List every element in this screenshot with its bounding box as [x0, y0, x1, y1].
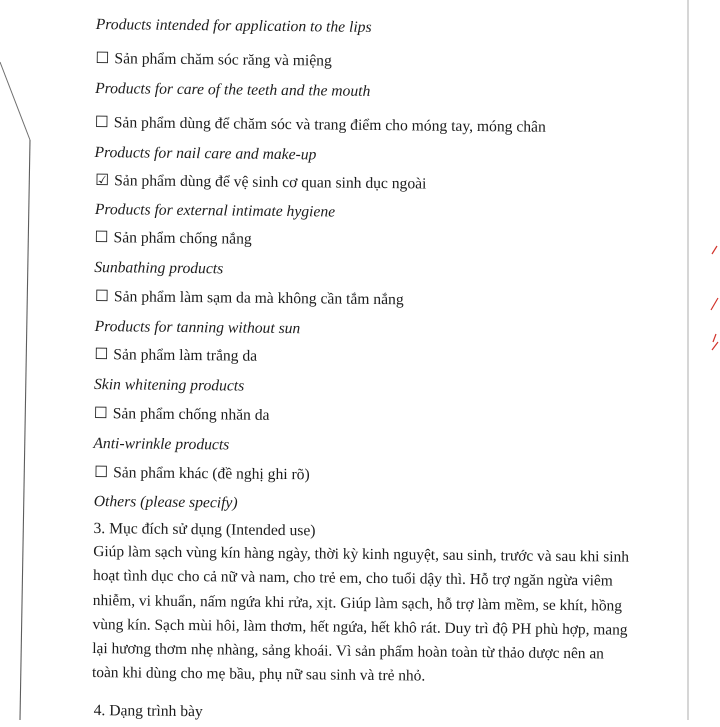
paragraph-line: lại hương thơm nhẹ nhàng, sảng khoái. Vì sản phẩm hoàn toàn từ thảo dược nên an	[92, 640, 604, 663]
section-4-heading: 4. Dạng trình bày	[93, 702, 203, 721]
category-antiwrinkle-en: Anti-wrinkle products	[93, 435, 230, 454]
category-label-vi: Sản phẩm làm trắng da	[113, 346, 258, 365]
paragraph-line: hoạt tình dục cho cả nữ và nam, cho trẻ em, cho tuổi dậy thì. Hỗ trợ ngăn ngừa viêm	[92, 567, 613, 590]
checkbox-icon[interactable]: ☐	[94, 346, 109, 364]
section-3-heading: 3. Mục đích sử dụng (Intended use)	[93, 520, 316, 540]
category-sun-en: Sunbathing products	[94, 259, 224, 278]
category-teeth	[95, 50, 332, 71]
category-others	[94, 464, 310, 485]
intended-use-paragraph	[92, 540, 649, 692]
category-label-vi: Sản phẩm dùng để vệ sinh cơ quan sinh dục ngoài	[114, 172, 427, 193]
lips-products-en: Products intended for application to the lips	[95, 16, 372, 36]
category-whitening	[94, 346, 257, 366]
category-label-vi: Sản phẩm chăm sóc răng và miệng	[114, 50, 332, 70]
category-others-en: Others (please specify)	[93, 493, 238, 512]
checkbox-icon[interactable]: ☐	[95, 50, 110, 68]
category-intimate-en: Products for external intimate hygiene	[94, 201, 336, 221]
red-stamp-edge	[708, 238, 720, 358]
document-page	[91, 8, 692, 721]
category-label-vi: Sản phẩm khác (đề nghị ghi rõ)	[113, 464, 310, 484]
category-sun	[94, 229, 251, 249]
category-tanning	[95, 288, 404, 310]
category-tanning-en: Products for tanning without sun	[94, 318, 301, 338]
checkbox-icon[interactable]: ☐	[94, 114, 109, 132]
category-whitening-en: Skin whitening products	[93, 376, 245, 395]
checked-checkbox-icon[interactable]: ☑	[95, 172, 110, 190]
paragraph-line: Giúp làm sạch vùng kín hàng ngày, thời kỳ kinh nguyệt, sau sinh, trước và sau khi sinh	[93, 543, 630, 566]
checkbox-icon[interactable]: ☐	[94, 464, 109, 482]
paragraph-line: vùng kín. Sạch mùi hôi, làm thơm, hết ngứa, hết khô rát. Duy trì độ PH phù hợp, mang	[92, 615, 628, 639]
paragraph-line: nhiễm, vi khuẩn, nấm ngứa khi rửa, xịt. Giúp làm sạch, hỗ trợ làm mềm, se khít, hồng	[92, 591, 623, 615]
category-label-vi: Sản phẩm làm sạm da mà không cần tắm nắng	[113, 288, 404, 309]
category-label-vi: Sản phẩm chống nhăn da	[112, 405, 270, 424]
category-label-vi: Sản phẩm dùng để chăm sóc và trang điểm cho móng tay, móng chân	[113, 114, 546, 136]
category-teeth-en: Products for care of the teeth and the mouth	[95, 80, 371, 100]
paragraph-line: toàn khi dùng cho mẹ bầu, phụ nữ sau sinh và trẻ nhỏ.	[91, 664, 426, 686]
checkbox-icon[interactable]: ☐	[94, 229, 109, 247]
checkbox-icon[interactable]: ☐	[94, 288, 110, 306]
category-antiwrinkle	[94, 405, 270, 426]
category-nails	[95, 114, 546, 137]
checkbox-icon[interactable]: ☐	[93, 405, 108, 423]
category-label-vi: Sản phẩm chống nắng	[113, 229, 252, 248]
category-nails-en: Products for nail care and make-up	[94, 144, 317, 164]
category-intimate	[95, 172, 426, 194]
